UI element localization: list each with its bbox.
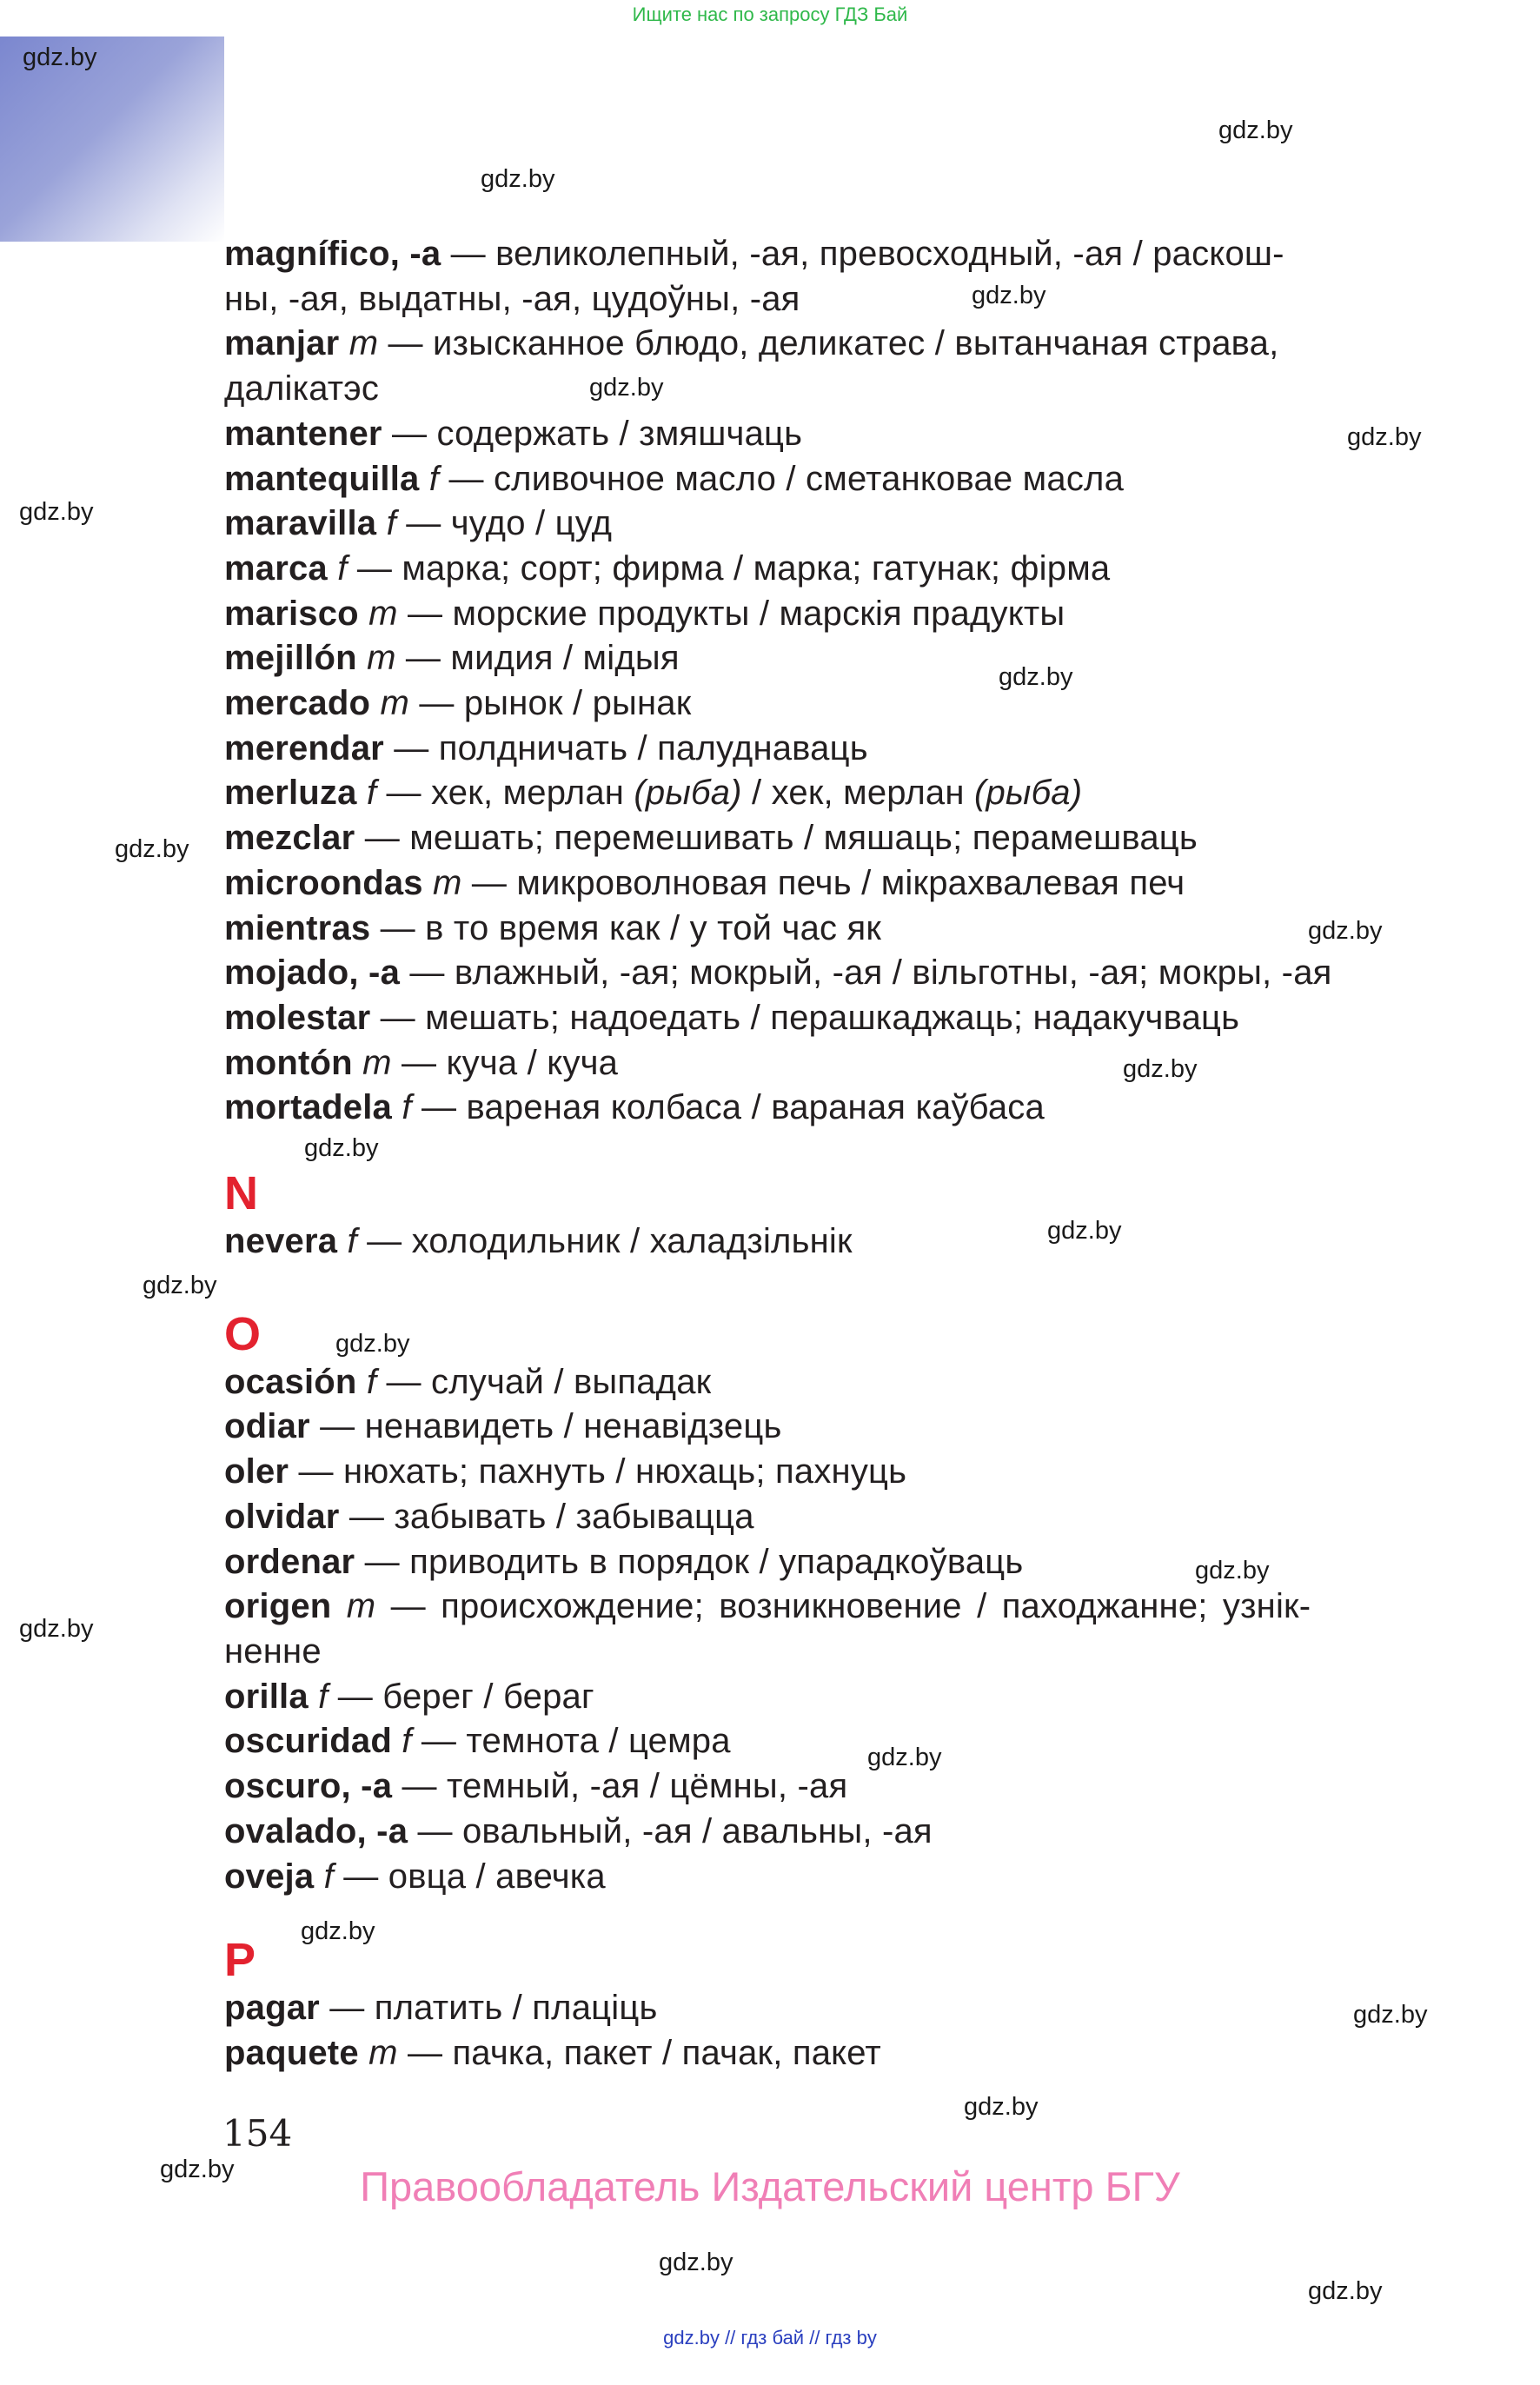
watermark: gdz.by <box>1308 917 1383 945</box>
copyright-notice: Правообладатель Издательский центр БГУ <box>360 2163 1180 2209</box>
dictionary-entry: molestar — мешать; надоедать / перашкаджаць; надакучваць <box>224 998 1240 1037</box>
watermark: gdz.by <box>335 1330 410 1358</box>
dictionary-entry: mejillón m — мидия / мідыя <box>224 639 680 678</box>
dictionary-entry: montón m — куча / куча <box>224 1043 619 1082</box>
dictionary-entry: microondas m — микроволновая печь / мікрахвалевая печ <box>224 863 1185 902</box>
dictionary-entry: orilla f — берег / бераг <box>224 1677 594 1716</box>
dictionary-entry: odiar — ненавидеть / ненавідзець <box>224 1407 782 1446</box>
dictionary-entry: ocasión f — случай / выпадак <box>224 1362 712 1401</box>
section-letter: P <box>224 1934 256 1987</box>
dictionary-entry-continuation: ненне <box>224 1631 322 1671</box>
watermark: gdz.by <box>1347 423 1422 451</box>
dictionary-entry: oler — нюхать; пахнуть / нюхаць; пахнуць <box>224 1452 907 1491</box>
dictionary-entry: pagar — платить / плаціць <box>224 1989 658 2028</box>
dictionary-entry: mientras — в то время как / у той час як <box>224 908 882 947</box>
watermark: gdz.by <box>659 2249 733 2276</box>
watermark: gdz.by <box>19 1615 94 1643</box>
watermark: gdz.by <box>1047 1217 1122 1245</box>
dictionary-entry: oscuridad f — темнота / цемра <box>224 1722 731 1761</box>
dictionary-entry: maravilla f — чудо / цуд <box>224 504 613 543</box>
dictionary-entry: oscuro, -a — темный, -ая / цёмны, -ая <box>224 1767 848 1806</box>
dictionary-entry: ovalado, -a — овальный, -ая / авальны, -ая <box>224 1811 933 1850</box>
dictionary-entry: merendar — полдничать / палуднаваць <box>224 728 868 767</box>
watermark: gdz.by <box>304 1134 379 1162</box>
dictionary-entry: merluza f — хек, мерлан (рыба) / хек, мерлан (рыба) <box>224 774 1083 813</box>
dictionary-entry: magnífico, -a — великолепный, -ая, превосходный, -ая / раскош- <box>224 235 1284 273</box>
watermark: gdz.by <box>972 282 1046 309</box>
watermark: gdz.by <box>964 2093 1039 2121</box>
watermark: gdz.by <box>301 1917 375 1945</box>
watermark: gdz.by <box>160 2156 235 2183</box>
watermark: gdz.by <box>19 498 94 526</box>
dictionary-entry: origen m — происхождение; возникновение / паходжанне; узнік- <box>224 1587 1311 1626</box>
watermark: gdz.by <box>143 1272 217 1299</box>
section-letter: O <box>224 1307 262 1360</box>
dictionary-entry: manjar m — изысканное блюдо, деликатес / вытанчаная страва, <box>224 324 1279 363</box>
watermark: gdz.by <box>1195 1557 1270 1584</box>
dictionary-entry: paquete m — пачка, пакет / пачак, пакет <box>224 2033 881 2072</box>
dictionary-entry: mantequilla f — сливочное масло / сметанковае масла <box>224 459 1125 498</box>
dictionary-entry: mantener — содержать / змяшчаць <box>224 414 803 453</box>
watermark: gdz.by <box>999 663 1073 691</box>
dictionary-entry: marisco m — морские продукты / марскія прадукты <box>224 594 1065 633</box>
dictionary-entry-continuation: далікатэс <box>224 369 380 409</box>
dictionary-entry: nevera f — холодильник / халадзільнік <box>224 1222 853 1261</box>
watermark: gdz.by <box>1308 2277 1383 2305</box>
watermark: gdz.by <box>867 1744 942 1771</box>
dictionary-entry-continuation: ны, -ая, выдатны, -ая, цудоўны, -ая <box>224 279 800 318</box>
dictionary-entry: mezclar — мешать; перемешивать / мяшаць; перамешваць <box>224 819 1198 858</box>
footer-links[interactable]: gdz.by // гдз бай // гдз by <box>663 2327 877 2348</box>
dictionary-entry: mojado, -a — влажный, -ая; мокрый, -ая / вільготны, -ая; мокры, -ая <box>224 953 1332 993</box>
section-letter: N <box>224 1167 258 1220</box>
dictionary-entry: olvidar — забывать / забывацца <box>224 1497 754 1536</box>
dictionary-entry: oveja f — овца / авечка <box>224 1857 606 1896</box>
watermark: gdz.by <box>1218 116 1293 144</box>
page-number: 154 <box>222 2112 293 2155</box>
watermark: gdz.by <box>1353 2001 1428 2029</box>
top-banner[interactable]: Ищите нас по запросу ГДЗ Бай <box>632 3 908 25</box>
dictionary-entry: mercado m — рынок / рынак <box>224 684 692 723</box>
dictionary-entry: mortadela f — вареная колбаса / вараная каўбаса <box>224 1088 1045 1127</box>
watermark: gdz.by <box>1123 1055 1198 1083</box>
watermark: gdz.by <box>589 374 664 402</box>
watermark: gdz.by <box>481 165 555 193</box>
watermark: gdz.by <box>115 835 189 863</box>
dictionary-entry: ordenar — приводить в порядок / упарадкоўваць <box>224 1542 1024 1581</box>
dictionary-entries <box>224 232 1371 2076</box>
dictionary-entry: marca f — марка; сорт; фирма / марка; гатунак; фірма <box>224 548 1111 588</box>
watermark: gdz.by <box>23 43 97 71</box>
